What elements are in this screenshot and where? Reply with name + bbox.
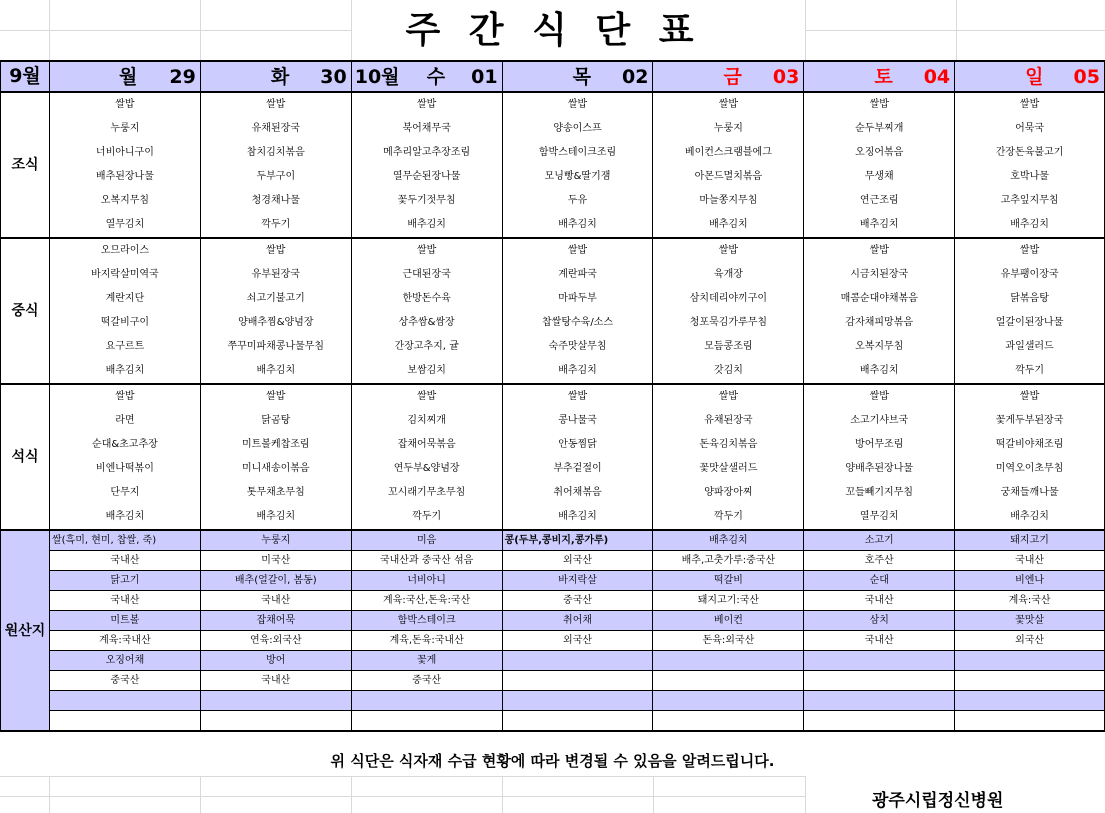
- origin-item: [804, 651, 955, 671]
- meal-label: 석식: [1, 384, 50, 530]
- meal-row: [1, 213, 1105, 238]
- origin-item: 국내산: [804, 591, 955, 611]
- origin-item: [653, 691, 804, 711]
- menu-item: 배추김치: [200, 505, 351, 530]
- origin-item: 국내산: [804, 631, 955, 651]
- meal-row: [1, 117, 1105, 141]
- origin-item: 너비아니: [351, 571, 502, 591]
- origin-item: 방어: [200, 651, 351, 671]
- origin-item: [955, 711, 1105, 732]
- origin-item: 계육:국내산: [49, 631, 200, 651]
- origin-item: 돼지고기:국산: [653, 591, 804, 611]
- menu-item: 유부된장국: [200, 263, 351, 287]
- origin-item: 배추(얼갈이, 봄동): [200, 571, 351, 591]
- meal-row: [1, 287, 1105, 311]
- menu-item: 단무지: [49, 481, 200, 505]
- menu-item: 비엔나떡볶이: [49, 457, 200, 481]
- menu-item: 쌀밥: [653, 92, 804, 117]
- day-name: 토: [874, 66, 893, 88]
- meal-row: [1, 238, 1105, 263]
- origin-item: 잡채어묵: [200, 611, 351, 631]
- menu-item: 쌀밥: [955, 92, 1105, 117]
- meal-row: [1, 165, 1105, 189]
- menu-item: 쌀밥: [653, 238, 804, 263]
- menu-item: 북어채무국: [351, 117, 502, 141]
- origin-item: 돼지고기: [955, 530, 1105, 551]
- origin-item: 취어채: [502, 611, 653, 631]
- origin-item: [955, 691, 1105, 711]
- meal-row: [1, 141, 1105, 165]
- menu-item: 열무김치: [804, 505, 955, 530]
- menu-item: 쇠고기불고기: [200, 287, 351, 311]
- meal-row: [1, 384, 1105, 409]
- day-header: [200, 61, 351, 92]
- menu-item: 소고기샤브국: [804, 409, 955, 433]
- menu-item: 매콤순대야채볶음: [804, 287, 955, 311]
- menu-item: 꼬들빼기지무침: [804, 481, 955, 505]
- origin-item: 국내산: [49, 551, 200, 571]
- menu-item: 아몬드멸치볶음: [653, 165, 804, 189]
- hospital-name: 광주시립정신병원: [872, 791, 1004, 811]
- menu-item: 무생채: [804, 165, 955, 189]
- menu-item: 양배추된장나물: [804, 457, 955, 481]
- origin-item: [502, 691, 653, 711]
- origin-item: 꽃게: [351, 651, 502, 671]
- menu-item: 배추김치: [804, 213, 955, 238]
- menu-item: 갓김치: [653, 359, 804, 384]
- menu-item: 계란파국: [502, 263, 653, 287]
- origin-item: [49, 711, 200, 732]
- menu-item: 미역오이초무침: [955, 457, 1105, 481]
- menu-item: 쌀밥: [200, 92, 351, 117]
- menu-item: 쌀밥: [49, 92, 200, 117]
- day-header: [502, 61, 653, 92]
- menu-item: 꽃맛살샐러드: [653, 457, 804, 481]
- origin-item: 순대: [804, 571, 955, 591]
- menu-item: 청경채나물: [200, 189, 351, 213]
- origin-item: 오징어채: [49, 651, 200, 671]
- origin-item: 닭고기: [49, 571, 200, 591]
- day-name: 화: [270, 66, 290, 88]
- menu-item: 참치김치볶음: [200, 141, 351, 165]
- day-date: 03: [772, 66, 800, 88]
- menu-item: 두부구이: [200, 165, 351, 189]
- origin-item: 국내산: [200, 671, 351, 691]
- meal-row: [1, 335, 1105, 359]
- origin-item: 함박스테이크: [351, 611, 502, 631]
- menu-item: 얼갈이된장나물: [955, 311, 1105, 335]
- menu-item: 계란지단: [49, 287, 200, 311]
- origin-item: 쌀(흑미, 현미, 찹쌀, 죽): [49, 530, 200, 551]
- day-header: [351, 61, 502, 92]
- menu-item: 쌀밥: [804, 92, 955, 117]
- origin-item: 외국산: [502, 631, 653, 651]
- menu-item: 배추김치: [502, 505, 653, 530]
- origin-item: 중국산: [351, 671, 502, 691]
- menu-item: 메추리알고추장조림: [351, 141, 502, 165]
- menu-item: 콩나물국: [502, 409, 653, 433]
- origin-row: [1, 691, 1105, 711]
- origin-item: [804, 711, 955, 732]
- menu-item: 배추김치: [955, 213, 1105, 238]
- menu-item: 배추김치: [955, 505, 1105, 530]
- day-date: 02: [622, 66, 649, 88]
- menu-item: 한방돈수육: [351, 287, 502, 311]
- menu-item: 깍두기: [653, 505, 804, 530]
- menu-item: 양배추찜&양념장: [200, 311, 351, 335]
- day-name: 월: [118, 66, 138, 88]
- menu-item: 육개장: [653, 263, 804, 287]
- menu-item: 잡채어묵볶음: [351, 433, 502, 457]
- page-title: 주 간 식 단 표: [405, 10, 702, 51]
- meal-row: [1, 505, 1105, 530]
- menu-item: 연두부&양념장: [351, 457, 502, 481]
- menu-item: 두유: [502, 189, 653, 213]
- origin-item: 콩(두부,콩비지,콩가루): [502, 530, 653, 551]
- origin-row: [1, 591, 1105, 611]
- menu-item: 쌀밥: [955, 384, 1105, 409]
- menu-item: 찹쌀탕수육/소스: [502, 311, 653, 335]
- meal-row: [1, 359, 1105, 384]
- meal-row: [1, 433, 1105, 457]
- menu-item: 오므라이스: [49, 238, 200, 263]
- origin-row: [1, 551, 1105, 571]
- menu-item: 순두부찌개: [804, 117, 955, 141]
- menu-item: 쌀밥: [49, 384, 200, 409]
- menu-item: 쌀밥: [804, 238, 955, 263]
- menu-item: 배추김치: [49, 359, 200, 384]
- menu-item: 취어채볶음: [502, 481, 653, 505]
- menu-item: 부추겉절이: [502, 457, 653, 481]
- menu-item: 미니새송이볶음: [200, 457, 351, 481]
- menu-item: 누룽지: [49, 117, 200, 141]
- menu-item: 삼치데리야끼구이: [653, 287, 804, 311]
- day-date: 01: [471, 66, 498, 88]
- menu-item: 꽃게두부된장국: [955, 409, 1105, 433]
- origin-item: 미국산: [200, 551, 351, 571]
- day-name: 수: [426, 66, 446, 88]
- menu-item: 배추된장나물: [49, 165, 200, 189]
- month-prefix: 10월: [354, 66, 400, 88]
- menu-item: 미트볼케찹조림: [200, 433, 351, 457]
- origin-item: [49, 691, 200, 711]
- day-header: [955, 61, 1105, 92]
- origin-item: [502, 651, 653, 671]
- menu-item: 김치찌개: [351, 409, 502, 433]
- menu-item: 간장돈육불고기: [955, 141, 1105, 165]
- menu-item: 유부팽이장국: [955, 263, 1105, 287]
- menu-item: 쌀밥: [351, 92, 502, 117]
- origin-item: 삼치: [804, 611, 955, 631]
- day-date: 29: [169, 66, 196, 88]
- origin-row: [1, 530, 1105, 551]
- origin-item: 미트볼: [49, 611, 200, 631]
- origin-item: 연육:외국산: [200, 631, 351, 651]
- origin-item: 소고기: [804, 530, 955, 551]
- origin-item: 호주산: [804, 551, 955, 571]
- menu-item: 함박스테이크조림: [502, 141, 653, 165]
- origin-item: 중국산: [502, 591, 653, 611]
- origin-item: 국내산과 중국산 섞음: [351, 551, 502, 571]
- menu-item: 유채된장국: [200, 117, 351, 141]
- origin-label: 원산지: [1, 530, 50, 731]
- meal-row: [1, 189, 1105, 213]
- menu-item: 배추김치: [804, 359, 955, 384]
- day-name: 목: [572, 66, 591, 88]
- origin-item: 중국산: [49, 671, 200, 691]
- menu-item: 쌀밥: [653, 384, 804, 409]
- menu-item: 쌀밥: [502, 384, 653, 409]
- origin-item: 돈육:외국산: [653, 631, 804, 651]
- origin-item: [351, 711, 502, 732]
- origin-item: [653, 651, 804, 671]
- menu-item: 고추잎지무침: [955, 189, 1105, 213]
- menu-item: 꼬시래기무초무침: [351, 481, 502, 505]
- menu-item: 바지락살미역국: [49, 263, 200, 287]
- origin-item: [351, 691, 502, 711]
- menu-item: 쌀밥: [502, 238, 653, 263]
- menu-item: 깍두기: [955, 359, 1105, 384]
- meal-row: [1, 92, 1105, 117]
- menu-item: 오징어볶음: [804, 141, 955, 165]
- origin-item: 배추,고춧가루:중국산: [653, 551, 804, 571]
- menu-item: 호박나물: [955, 165, 1105, 189]
- menu-item: 상추쌈&쌈장: [351, 311, 502, 335]
- menu-item: 쭈꾸미파채콩나물무침: [200, 335, 351, 359]
- day-header: [49, 61, 200, 92]
- origin-item: 외국산: [955, 631, 1105, 651]
- origin-item: 계육:국산,돈육:국산: [351, 591, 502, 611]
- menu-item: 배추김치: [49, 505, 200, 530]
- origin-item: 꽃맛살: [955, 611, 1105, 631]
- day-name: 일: [1025, 66, 1044, 88]
- menu-item: 꽃두기젓무침: [351, 189, 502, 213]
- menu-item: 보쌈김치: [351, 359, 502, 384]
- meal-row: [1, 311, 1105, 335]
- meal-label: 조식: [1, 92, 50, 238]
- menu-table: [0, 60, 1105, 732]
- origin-item: [653, 671, 804, 691]
- meal-row: [1, 457, 1105, 481]
- menu-item: 순대&초고추장: [49, 433, 200, 457]
- menu-item: 쌀밥: [502, 92, 653, 117]
- menu-item: 양송이스프: [502, 117, 653, 141]
- menu-item: 어묵국: [955, 117, 1105, 141]
- origin-item: 누룽지: [200, 530, 351, 551]
- menu-item: 열무김치: [49, 213, 200, 238]
- menu-item: 궁채들깨나물: [955, 481, 1105, 505]
- origin-item: 미음: [351, 530, 502, 551]
- menu-item: 근대된장국: [351, 263, 502, 287]
- origin-item: 배추김치: [653, 530, 804, 551]
- origin-item: 국내산: [955, 551, 1105, 571]
- origin-item: 국내산: [49, 591, 200, 611]
- menu-item: 요구르트: [49, 335, 200, 359]
- menu-item: 배추김치: [200, 359, 351, 384]
- menu-item: 시금치된장국: [804, 263, 955, 287]
- menu-item: 쌀밥: [351, 238, 502, 263]
- menu-item: 누룽지: [653, 117, 804, 141]
- origin-row: [1, 671, 1105, 691]
- day-header: [804, 61, 955, 92]
- origin-item: 계육:국산: [955, 591, 1105, 611]
- menu-item: 깍두기: [351, 505, 502, 530]
- menu-item: 깍두기: [200, 213, 351, 238]
- day-date: 05: [1073, 66, 1100, 88]
- origin-item: [653, 711, 804, 732]
- menu-item: 안동찜닭: [502, 433, 653, 457]
- menu-item: 청포묵김가루무침: [653, 311, 804, 335]
- menu-item: 배추김치: [351, 213, 502, 238]
- origin-item: [200, 691, 351, 711]
- menu-item: 간장고추지, 귤: [351, 335, 502, 359]
- origin-row: [1, 711, 1105, 732]
- menu-item: 쌀밥: [804, 384, 955, 409]
- origin-item: 비엔나: [955, 571, 1105, 591]
- menu-item: 돈육김치볶음: [653, 433, 804, 457]
- meal-row: [1, 263, 1105, 287]
- month-label: 9월: [1, 61, 50, 92]
- origin-item: [502, 711, 653, 732]
- menu-item: 떡갈비구이: [49, 311, 200, 335]
- menu-item: 닭볶음탕: [955, 287, 1105, 311]
- menu-item: 열무순된장나물: [351, 165, 502, 189]
- origin-row: [1, 631, 1105, 651]
- origin-item: 계육,돈육:국내산: [351, 631, 502, 651]
- menu-item: 오복지무침: [49, 189, 200, 213]
- menu-item: 쌀밥: [200, 384, 351, 409]
- menu-item: 연근조림: [804, 189, 955, 213]
- origin-item: 떡갈비: [653, 571, 804, 591]
- menu-item: 숙주맛살무침: [502, 335, 653, 359]
- origin-item: [804, 691, 955, 711]
- menu-item: 톳무채초무침: [200, 481, 351, 505]
- menu-item: 떡갈비야채조림: [955, 433, 1105, 457]
- origin-row: [1, 611, 1105, 631]
- menu-item: 배추김치: [502, 359, 653, 384]
- menu-item: 배추김치: [502, 213, 653, 238]
- day-name: 금: [723, 66, 742, 88]
- menu-item: 라면: [49, 409, 200, 433]
- menu-item: 오복지무침: [804, 335, 955, 359]
- menu-item: 닭곰탕: [200, 409, 351, 433]
- menu-item: 베이컨스크램블에그: [653, 141, 804, 165]
- menu-item: 쌀밥: [351, 384, 502, 409]
- meal-row: [1, 409, 1105, 433]
- menu-item: 쌀밥: [955, 238, 1105, 263]
- menu-item: 배추김치: [653, 213, 804, 238]
- origin-item: [200, 711, 351, 732]
- menu-item: 마파두부: [502, 287, 653, 311]
- origin-item: [955, 671, 1105, 691]
- origin-item: 베이컨: [653, 611, 804, 631]
- origin-item: 바지락살: [502, 571, 653, 591]
- origin-row: [1, 651, 1105, 671]
- menu-item: 모듬콩조림: [653, 335, 804, 359]
- day-date: 30: [320, 66, 347, 88]
- menu-item: 너비아니구이: [49, 141, 200, 165]
- menu-item: 감자채피망볶음: [804, 311, 955, 335]
- menu-item: 유채된장국: [653, 409, 804, 433]
- day-date: 04: [923, 66, 951, 88]
- day-header: [653, 61, 804, 92]
- menu-item: 방어무조림: [804, 433, 955, 457]
- notice-text: 위 식단은 식자재 수급 현황에 따라 변경될 수 있음을 알려드립니다.: [330, 752, 775, 770]
- menu-item: 모닝빵&딸기잼: [502, 165, 653, 189]
- menu-item: 양파장아찌: [653, 481, 804, 505]
- origin-item: 국내산: [200, 591, 351, 611]
- meal-row: [1, 481, 1105, 505]
- menu-item: 쌀밥: [200, 238, 351, 263]
- origin-row: [1, 571, 1105, 591]
- origin-item: [804, 671, 955, 691]
- menu-item: 과일샐러드: [955, 335, 1105, 359]
- meal-label: 중식: [1, 238, 50, 384]
- origin-item: [955, 651, 1105, 671]
- origin-item: [502, 671, 653, 691]
- origin-item: 외국산: [502, 551, 653, 571]
- day-header-row: [1, 61, 1105, 92]
- menu-item: 마늘쫑지무침: [653, 189, 804, 213]
